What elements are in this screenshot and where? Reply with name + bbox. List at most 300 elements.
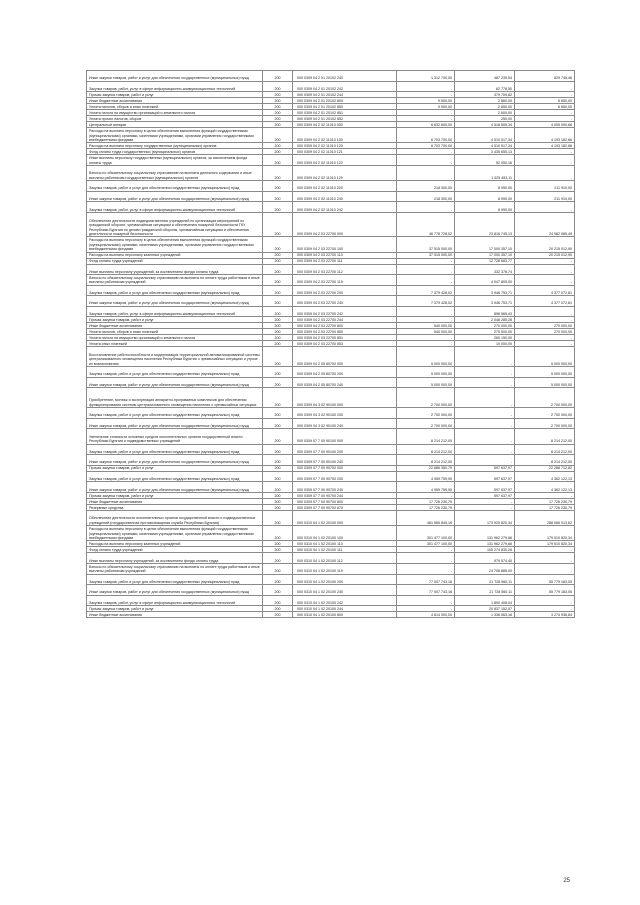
row-budget-code-cell: 000 0309 07 7 00 90700 000 [293, 465, 397, 471]
row-name-cell: Закупка товаров, работ и услуг для обеспечения государственных (муниципальных) нужд [87, 367, 263, 378]
table-row [87, 110, 575, 116]
row-line-code-cell: 200 [263, 541, 293, 547]
row-budget-code-cell: 000 0310 04 1 02 20100 800 [293, 612, 397, 618]
row-approved-cell: 37 515 000,00 [397, 237, 455, 252]
row-budget-code-cell: 000 0309 04 2 03 22700 100 [293, 237, 397, 252]
row-line-code-cell: 200 [263, 191, 293, 202]
row-approved-cell: 301 477 100,00 [397, 541, 455, 547]
table-row [87, 149, 575, 155]
row-budget-code-cell: 000 0309 04 2 01 20102 240 [293, 71, 397, 82]
row-budget-code-cell: 000 0309 04 3 02 90100 000 [293, 388, 397, 408]
row-approved-cell: - [397, 493, 455, 499]
row-line-code-cell: 200 [263, 493, 293, 499]
row-approved-cell: 2 700 000,00 [397, 408, 455, 419]
table-row [87, 347, 575, 367]
row-name-cell: Прочая закупка товаров, работ и услуг [87, 92, 263, 98]
row-line-code-cell: 200 [263, 110, 293, 116]
table-row [87, 275, 575, 286]
row-unexecuted-cell: - [515, 335, 575, 341]
row-line-code-cell: 200 [263, 341, 293, 347]
row-name-cell: Уплата прочих налогов, сборов [87, 116, 263, 122]
row-approved-cell: 461 565 845,16 [397, 511, 455, 526]
row-unexecuted-cell: - [515, 258, 575, 264]
row-line-code-cell: 200 [263, 444, 293, 455]
row-name-cell: Уплата налогов, сборов и иных платежей [87, 104, 263, 110]
row-approved-cell: 8 214 212,00 [397, 444, 455, 455]
row-line-code-cell: 200 [263, 526, 293, 541]
row-unexecuted-cell: 20 215 012,90 [515, 252, 575, 258]
row-unexecuted-cell: 8 214 212,00 [515, 444, 575, 455]
row-budget-code-cell: 000 0309 04 2 03 22700 800 [293, 323, 397, 329]
row-unexecuted-cell: 4 005 090,66 [515, 122, 575, 128]
row-executed-cell: 270 000,00 [455, 329, 515, 335]
row-approved-cell: 8 214 212,00 [397, 429, 455, 444]
row-budget-code-cell: 000 0309 04 2 03 22700 110 [293, 252, 397, 258]
table-row [87, 585, 575, 596]
row-executed-cell: 332 378,74 [455, 264, 515, 275]
row-line-code-cell: 200 [263, 595, 293, 606]
row-line-code-cell: 200 [263, 181, 293, 192]
row-name-cell: Расходы на выплаты персоналу в целях обеспечения выполнения функций государственными (муниципальными) органами, казенными учреждениями, органами управления государственными внебюджетными фондами [87, 526, 263, 541]
row-executed-cell: 1 890 408,04 [455, 595, 515, 606]
row-executed-cell: 17 000 357,10 [455, 237, 515, 252]
row-executed-cell: 12 728 683,77 [455, 258, 515, 264]
row-unexecuted-cell: - [515, 553, 575, 564]
row-approved-cell: - [397, 202, 455, 213]
row-name-cell: Уплата налогов, сборов и иных платежей [87, 329, 263, 335]
row-name-cell: Иные выплаты персоналу учреждений, за исключением фонда оплаты труда [87, 553, 263, 564]
row-approved-cell: 6 703 700,00 [397, 143, 455, 149]
table-row [87, 563, 575, 574]
row-executed-cell: 52 050,16 [455, 155, 515, 166]
row-approved-cell: - [397, 595, 455, 606]
row-line-code-cell: 200 [263, 202, 293, 213]
table-row [87, 202, 575, 213]
row-executed-cell: - [455, 418, 515, 429]
row-executed-cell: 1 336 063,16 [455, 612, 515, 618]
row-name-cell: Иные закупки товаров, работ и услуг для обеспечения государственных (муниципальных) нужд [87, 585, 263, 596]
row-line-code-cell: 200 [263, 92, 293, 98]
row-unexecuted-cell: 179 510 820,34 [515, 541, 575, 547]
row-budget-code-cell: 000 0309 04 2 02 11010 200 [293, 181, 397, 192]
row-unexecuted-cell: - [515, 563, 575, 574]
row-name-cell: Увеличение стоимости основных средств исполнительных органов государственной власти Республики Бурятия и подведомственных учреждений [87, 429, 263, 444]
row-budget-code-cell: 000 0310 04 1 02 20100 240 [293, 585, 397, 596]
row-approved-cell: 77 007 743,16 [397, 574, 455, 585]
row-unexecuted-cell: 4 362 122,13 [515, 482, 575, 493]
row-executed-cell: 2 860,00 [455, 98, 515, 104]
row-unexecuted-cell: 270 000,00 [515, 329, 575, 335]
row-name-cell: Взносы по обязательному социальному страхованию на выплаты по оплате труда работников и иные выплаты работникам учреждений [87, 275, 263, 286]
row-unexecuted-cell: 179 510 820,34 [515, 526, 575, 541]
row-approved-cell: 77 007 743,16 [397, 585, 455, 596]
table-row [87, 252, 575, 258]
row-unexecuted-cell: 55 779 183,05 [515, 585, 575, 596]
row-name-cell: Закупка товаров, работ и услуг для обеспечения государственных (муниципальных) нужд [87, 574, 263, 585]
row-approved-cell: 4 959 759,90 [397, 471, 455, 482]
row-unexecuted-cell: - [515, 606, 575, 612]
row-executed-cell: - [455, 377, 515, 388]
row-unexecuted-cell: - [515, 155, 575, 166]
table-row [87, 418, 575, 429]
row-budget-code-cell: 000 0310 04 1 02 20100 244 [293, 606, 397, 612]
row-executed-cell: 17 000 357,10 [455, 252, 515, 258]
row-unexecuted-cell: 829 745,46 [515, 71, 575, 82]
row-executed-cell: 379 709,82 [455, 92, 515, 98]
row-executed-cell: 260 150,00 [455, 335, 515, 341]
row-unexecuted-cell: 8 214 212,00 [515, 429, 575, 444]
row-unexecuted-cell: 211 910,00 [515, 181, 575, 192]
row-budget-code-cell: 000 0309 07 7 00 90100 200 [293, 444, 397, 455]
table-row [87, 237, 575, 252]
row-executed-cell: 23 816 745,13 [455, 212, 515, 236]
row-budget-code-cell: 000 0309 04 2 03 22700 851 [293, 335, 397, 341]
row-line-code-cell: 200 [263, 606, 293, 612]
row-unexecuted-cell: 4 362 122,13 [515, 471, 575, 482]
table-row [87, 212, 575, 236]
row-budget-code-cell: 000 0309 04 2 05 80700 000 [293, 347, 397, 367]
row-line-code-cell: 200 [263, 81, 293, 92]
row-line-code-cell: 200 [263, 258, 293, 264]
row-line-code-cell: 200 [263, 98, 293, 104]
row-approved-cell: - [397, 165, 455, 180]
row-line-code-cell: 200 [263, 585, 293, 596]
row-approved-cell: 46 778 728,02 [397, 212, 455, 236]
row-line-code-cell: 200 [263, 408, 293, 419]
row-budget-code-cell: 000 0309 04 2 01 20102 800 [293, 98, 397, 104]
row-budget-code-cell: 000 0309 07 7 00 90700 800 [293, 499, 397, 505]
row-name-cell: Обеспечение деятельности исполнительных органов государственной власти и подведомственных учреждений (государственная противопожарная служба Республики Бурятия) [87, 511, 263, 526]
row-budget-code-cell: 000 0309 07 7 00 90100 240 [293, 455, 397, 466]
row-approved-cell: 9 500,00 [397, 104, 455, 110]
row-executed-cell: 8 990,00 [455, 191, 515, 202]
row-line-code-cell: 200 [263, 128, 293, 143]
row-budget-code-cell: 000 0309 04 2 02 11010 122 [293, 155, 397, 166]
row-executed-cell: 131 962 279,66 [455, 526, 515, 541]
row-executed-cell: 20 837 152,07 [455, 606, 515, 612]
row-executed-cell: 21 728 560,11 [455, 574, 515, 585]
row-approved-cell: - [397, 149, 455, 155]
row-executed-cell: 3 435 655,13 [455, 149, 515, 155]
row-name-cell: Расходы на выплаты персоналу государственных (муниципальных) органов [87, 143, 263, 149]
row-line-code-cell: 200 [263, 317, 293, 323]
row-executed-cell: 4 510 517,34 [455, 143, 515, 149]
row-name-cell: Прочая закупка товаров, работ и услуг [87, 606, 263, 612]
row-line-code-cell: 200 [263, 429, 293, 444]
row-budget-code-cell: 000 0309 07 7 00 90700 200 [293, 471, 397, 482]
row-line-code-cell: 200 [263, 465, 293, 471]
row-budget-code-cell: 000 0309 04 2 01 20102 242 [293, 81, 397, 92]
row-budget-code-cell: 000 0309 07 7 00 90700 244 [293, 493, 397, 499]
row-executed-cell: 8 990,00 [455, 181, 515, 192]
row-budget-code-cell: 000 0309 07 7 00 90700 240 [293, 482, 397, 493]
row-executed-cell: 597 637,97 [455, 471, 515, 482]
row-name-cell: Закупка товаров, работ, услуг в сфере информационно-коммуникационных технологий [87, 81, 263, 92]
row-name-cell: Прочая закупка товаров, работ и услуг [87, 465, 263, 471]
row-budget-code-cell: 000 0309 07 7 00 90700 870 [293, 505, 397, 511]
table-row [87, 335, 575, 341]
row-unexecuted-cell: - [515, 595, 575, 606]
row-executed-cell: 2 850,00 [455, 104, 515, 110]
row-unexecuted-cell: - [515, 306, 575, 317]
row-line-code-cell: 200 [263, 116, 293, 122]
row-executed-cell: - [455, 347, 515, 367]
row-name-cell: Восстановление работоспособности и модернизация территориальной автоматизированной системы централизованного оповещения населения Республики Бурятия о чрезвычайных ситуациях и угрозе их возникновения [87, 347, 263, 367]
row-line-code-cell: 200 [263, 296, 293, 307]
table-row [87, 128, 575, 143]
table-row [87, 165, 575, 180]
table-row [87, 541, 575, 547]
row-line-code-cell: 200 [263, 329, 293, 335]
row-approved-cell: - [397, 81, 455, 92]
row-budget-code-cell: 000 0309 04 2 02 11010 240 [293, 191, 397, 202]
row-line-code-cell: 200 [263, 547, 293, 553]
row-budget-code-cell: 000 0309 04 2 02 11010 100 [293, 128, 397, 143]
row-line-code-cell: 200 [263, 377, 293, 388]
table-row [87, 367, 575, 378]
row-approved-cell: - [397, 317, 455, 323]
row-name-cell: Фонд оплаты труда учреждений [87, 258, 263, 264]
row-line-code-cell: 200 [263, 264, 293, 275]
row-name-cell: Иные выплаты персоналу государственных (муниципальных) органов, за исключением фонда оплаты труда [87, 155, 263, 166]
row-name-cell: Иные закупки товаров, работ и услуг для обеспечения государственных (муниципальных) нужд [87, 455, 263, 466]
row-budget-code-cell: 000 0309 04 2 01 20102 851 [293, 110, 397, 116]
row-name-cell: Иные бюджетные ассигнования [87, 612, 263, 618]
row-unexecuted-cell: - [515, 264, 575, 275]
row-executed-cell: 250,00 [455, 116, 515, 122]
row-approved-cell: - [397, 335, 455, 341]
row-name-cell: Закупка товаров, работ и услуг для обеспечения государственных (муниципальных) нужд [87, 471, 263, 482]
row-budget-code-cell: 000 0310 04 1 02 20100 000 [293, 511, 397, 526]
row-name-cell: Иные выплаты персоналу учреждений, за исключением фонда оплаты труда [87, 264, 263, 275]
row-line-code-cell: 200 [263, 323, 293, 329]
row-executed-cell: 487 239,54 [455, 71, 515, 82]
row-budget-code-cell: 000 0309 04 2 03 22700 200 [293, 285, 397, 296]
row-name-cell: Расходы на выплаты персоналу казенных учреждений [87, 252, 263, 258]
row-unexecuted-cell: 5 000 000,00 [515, 367, 575, 378]
row-budget-code-cell: 000 0309 04 2 03 22700 111 [293, 258, 397, 264]
table-row [87, 306, 575, 317]
row-name-cell: Центральный аппарат [87, 122, 263, 128]
row-unexecuted-cell: 8 214 212,00 [515, 455, 575, 466]
row-line-code-cell: 200 [263, 252, 293, 258]
row-budget-code-cell: 000 0310 04 1 02 20100 111 [293, 547, 397, 553]
table-row [87, 377, 575, 388]
row-unexecuted-cell: 24 982 085,49 [515, 212, 575, 236]
row-name-cell: Расходы на выплаты персоналу в целях обеспечения выполнения функций государственными (муниципальными) органами, казенными учреждениями, органами управления государственными внебюджетными фондами [87, 237, 263, 252]
row-budget-code-cell: 000 0309 04 2 05 80700 240 [293, 377, 397, 388]
row-line-code-cell: 200 [263, 165, 293, 180]
row-budget-code-cell: 000 0309 04 3 02 90100 240 [293, 418, 397, 429]
row-line-code-cell: 200 [263, 499, 293, 505]
row-line-code-cell: 200 [263, 285, 293, 296]
row-line-code-cell: 200 [263, 155, 293, 166]
row-line-code-cell: 200 [263, 505, 293, 511]
row-budget-code-cell: 000 0310 04 1 02 20100 100 [293, 526, 397, 541]
row-budget-code-cell: 000 0310 04 1 02 20100 242 [293, 595, 397, 606]
table-row [87, 482, 575, 493]
row-line-code-cell: 200 [263, 511, 293, 526]
table-row [87, 526, 575, 541]
row-name-cell: Уплата иных платежей [87, 341, 263, 347]
row-budget-code-cell: 000 0310 04 1 02 20100 200 [293, 574, 397, 585]
row-unexecuted-cell: 5 000 000,00 [515, 347, 575, 367]
row-approved-cell: 6 632 600,00 [397, 122, 455, 128]
row-approved-cell: 37 515 000,00 [397, 252, 455, 258]
row-budget-code-cell: 000 0309 04 3 02 90100 200 [293, 408, 397, 419]
row-unexecuted-cell: 211 910,00 [515, 191, 575, 202]
row-executed-cell: 8 990,00 [455, 202, 515, 213]
row-unexecuted-cell: 17 726 230,79 [515, 505, 575, 511]
row-unexecuted-cell: 55 779 183,05 [515, 574, 575, 585]
table-row [87, 408, 575, 419]
row-executed-cell: 24 708 885,00 [455, 563, 515, 574]
row-unexecuted-cell: 5 000 000,00 [515, 377, 575, 388]
row-unexecuted-cell: 20 215 012,90 [515, 237, 575, 252]
row-unexecuted-cell: 2 700 000,00 [515, 388, 575, 408]
row-budget-code-cell: 000 0309 04 2 05 80700 200 [293, 367, 397, 378]
row-unexecuted-cell: - [515, 116, 575, 122]
row-approved-cell: 4 614 000,00 [397, 612, 455, 618]
table-row [87, 296, 575, 307]
row-unexecuted-cell: - [515, 165, 575, 180]
row-approved-cell: - [397, 258, 455, 264]
row-approved-cell: 218 300,00 [397, 191, 455, 202]
row-name-cell: Иные закупки товаров, работ и услуг для обеспечения государственных (муниципальных) нужд [87, 377, 263, 388]
table-body [87, 71, 575, 618]
row-name-cell: Приобретение, монтаж и эксплуатация аппаратно-программных комплексов для обеспечения функционирования системы централизованного оповещения населения о чрезвычайных ситуациях [87, 388, 263, 408]
row-name-cell: Иные бюджетные ассигнования [87, 323, 263, 329]
row-approved-cell: - [397, 606, 455, 612]
budget-execution-table [86, 70, 575, 618]
row-executed-cell: 597 637,97 [455, 482, 515, 493]
row-executed-cell: 131 962 279,66 [455, 541, 515, 547]
row-budget-code-cell: 000 0309 04 2 02 11010 129 [293, 165, 397, 180]
row-approved-cell: 2 700 000,00 [397, 388, 455, 408]
row-name-cell: Резервные средства [87, 505, 263, 511]
row-approved-cell: - [397, 553, 455, 564]
row-name-cell: Закупка товаров, работ и услуг для обеспечения государственных (муниципальных) нужд [87, 408, 263, 419]
row-name-cell: Иные закупки товаров, работ и услуг для обеспечения государственных (муниципальных) нужд [87, 296, 263, 307]
row-line-code-cell: 200 [263, 122, 293, 128]
row-executed-cell: 2 600,00 [455, 110, 515, 116]
row-name-cell: Иные закупки товаров, работ и услуг для обеспечения государственных (муниципальных) нужд [87, 191, 263, 202]
row-line-code-cell: 200 [263, 563, 293, 574]
row-executed-cell: 3 946 753,71 [455, 296, 515, 307]
row-approved-cell: 301 477 100,00 [397, 526, 455, 541]
row-executed-cell: 597 637,97 [455, 465, 515, 471]
row-line-code-cell: 200 [263, 574, 293, 585]
row-unexecuted-cell: 3 274 936,84 [515, 612, 575, 618]
row-executed-cell: 1 025 453,11 [455, 165, 515, 180]
row-line-code-cell: 200 [263, 347, 293, 367]
row-unexecuted-cell: 288 066 013,62 [515, 511, 575, 526]
row-executed-cell: 898 565,43 [455, 306, 515, 317]
row-executed-cell: 4 510 517,34 [455, 128, 515, 143]
row-budget-code-cell: 000 0309 04 2 01 20102 244 [293, 92, 397, 98]
row-budget-code-cell: 000 0309 04 2 03 22700 242 [293, 306, 397, 317]
row-budget-code-cell: 000 0309 04 2 01 20102 852 [293, 116, 397, 122]
row-name-cell: Взносы по обязательному социальному страхованию на выплаты денежного содержания и иные выплаты работникам государственных (муниципальных) органов [87, 165, 263, 180]
row-line-code-cell: 200 [263, 418, 293, 429]
row-unexecuted-cell: 270 000,00 [515, 323, 575, 329]
row-budget-code-cell: 000 0310 04 1 02 20100 112 [293, 553, 397, 564]
row-line-code-cell: 200 [263, 275, 293, 286]
row-approved-cell: 1 312 700,00 [397, 71, 455, 82]
row-name-cell: Обеспечение деятельности подведомственных учреждений по организации мероприятий по гражданской обороне, чрезвычайным ситуациям и обеспечению пожарной безопасности ГКУ Республики Бурятия по делам гражданской обороны, чрезвычайным ситуациям и обеспечению деятельности пожарной безопасности [87, 212, 263, 236]
table-row [87, 511, 575, 526]
row-line-code-cell: 200 [263, 367, 293, 378]
row-unexecuted-cell: - [515, 92, 575, 98]
row-name-cell: Прочая закупка товаров, работ и услуг [87, 493, 263, 499]
row-name-cell: Уплата налога на имущество организаций и земельного налога [87, 110, 263, 116]
row-executed-cell: 4 047 805,00 [455, 275, 515, 286]
row-approved-cell: - [397, 92, 455, 98]
row-line-code-cell: 200 [263, 335, 293, 341]
row-budget-code-cell: 000 0309 04 2 03 22700 119 [293, 275, 397, 286]
row-budget-code-cell: 000 0309 04 2 02 11010 121 [293, 149, 397, 155]
row-name-cell: Иные бюджетные ассигнования [87, 98, 263, 104]
row-name-cell: Расходы на выплаты персоналу в целях обеспечения выполнения функций государственными (муниципальными) органами, казенными учреждениями, органами управления государственными внебюджетными фондами [87, 128, 263, 143]
row-executed-cell: 173 925 820,34 [455, 511, 515, 526]
row-approved-cell: - [397, 116, 455, 122]
table-row [87, 595, 575, 606]
row-approved-cell: 4 959 759,90 [397, 482, 455, 493]
row-line-code-cell: 200 [263, 455, 293, 466]
table-row [87, 71, 575, 82]
row-executed-cell: 21 728 560,11 [455, 585, 515, 596]
row-name-cell: Закупка товаров, работ и услуг для обеспечения государственных (муниципальных) нужд [87, 181, 263, 192]
row-approved-cell: 5 000 000,00 [397, 367, 455, 378]
row-line-code-cell: 200 [263, 212, 293, 236]
row-name-cell: Расходы на выплаты персоналу казенных учреждений [87, 541, 263, 547]
row-budget-code-cell: 000 0309 04 2 02 11010 000 [293, 122, 397, 128]
row-budget-code-cell: 000 0309 04 2 02 11010 120 [293, 143, 397, 149]
row-name-cell: Прочая закупка товаров, работ и услуг [87, 317, 263, 323]
row-approved-cell: 540 000,00 [397, 329, 455, 335]
row-budget-code-cell: 000 0309 04 2 03 22700 244 [293, 317, 397, 323]
row-name-cell: Закупка товаров, работ и услуг для обеспечения государственных (муниципальных) нужд [87, 444, 263, 455]
row-budget-code-cell: 000 0310 04 1 02 20100 110 [293, 541, 397, 547]
row-name-cell: Иные закупки товаров, работ и услуг для обеспечения государственных (муниципальных) нужд [87, 418, 263, 429]
page-number: 25 [563, 878, 570, 884]
row-name-cell: Уплата налога на имущество организаций и земельного налога [87, 335, 263, 341]
row-unexecuted-cell: 4 193 182,66 [515, 128, 575, 143]
row-line-code-cell: 200 [263, 71, 293, 82]
row-executed-cell: 105 274 830,26 [455, 547, 515, 553]
row-executed-cell: - [455, 499, 515, 505]
row-budget-code-cell: 000 0309 04 2 03 22700 112 [293, 264, 397, 275]
table-row [87, 264, 575, 275]
row-name-cell: Закупка товаров, работ и услуг для обеспечения государственных (муниципальных) нужд [87, 285, 263, 296]
row-budget-code-cell: 000 0309 04 2 01 20102 850 [293, 104, 397, 110]
row-approved-cell: - [397, 264, 455, 275]
row-line-code-cell: 200 [263, 471, 293, 482]
row-approved-cell: 22 886 350,79 [397, 465, 455, 471]
row-executed-cell: - [455, 505, 515, 511]
row-name-cell: Фонд оплаты труда учреждений [87, 547, 263, 553]
row-approved-cell: 8 214 212,00 [397, 455, 455, 466]
table-row [87, 444, 575, 455]
row-line-code-cell: 200 [263, 143, 293, 149]
row-approved-cell: 6 703 700,00 [397, 128, 455, 143]
table-row [87, 471, 575, 482]
row-name-cell: Закупка товаров, работ, услуг в сфере информационно-коммуникационных технологий [87, 595, 263, 606]
table-row [87, 143, 575, 149]
row-approved-cell: 2 700 000,00 [397, 418, 455, 429]
row-approved-cell: 5 000 000,00 [397, 377, 455, 388]
row-unexecuted-cell: 22 288 712,82 [515, 465, 575, 471]
